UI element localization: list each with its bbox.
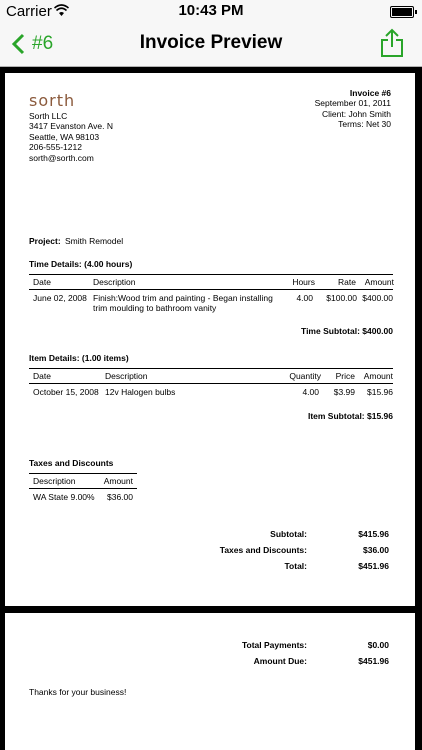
project-value: Smith Remodel [65,236,124,246]
invoice-page-1 [5,73,415,606]
total-payments-label: Total Payments: [241,640,307,650]
total-payments-value: $0.00 [367,640,389,650]
item-row-date: October 15, 2008 [33,387,99,397]
total-label: Total: [284,561,307,571]
page-title: Invoice Preview [139,32,283,53]
taxes-row-description: WA State 9.00% [33,492,95,502]
item-col-amount: Amount [363,371,393,381]
navigation-bar [0,22,422,67]
time-details-heading: Time Details: (4.00 hours) [29,259,133,269]
taxes-col-amount: Amount [103,476,133,486]
footer-note: Thanks for your business! [29,687,127,697]
company-address-line2: Seattle, WA 98103 [29,131,100,142]
time-row-description-line1: Finish:Wood trim and painting - Began installing [93,293,273,303]
status-time: 10:43 PM [178,2,244,19]
item-col-price: Price [335,371,355,381]
invoice-terms: Terms: Net 30 [338,119,391,130]
item-details-heading: Item Details: (1.00 items) [29,353,129,363]
invoice-meta [315,88,391,130]
time-header-rule-top [29,274,393,275]
item-col-description: Description [105,371,148,381]
status-bar [0,0,422,22]
taxes-header-rule-bottom [29,488,137,489]
time-col-amount: Amount [364,277,394,287]
taxes-heading: Taxes and Discounts [29,458,114,468]
taxes-col-description: Description [33,476,76,486]
time-col-date: Date [33,277,51,287]
invoice-page-2 [5,613,415,750]
item-col-quantity: Quantity [289,371,321,381]
time-col-hours: Hours [292,277,315,287]
item-row-quantity: 4.00 [302,387,319,397]
company-phone: 206-555-1212 [29,142,82,153]
company-email: sorth@sorth.com [29,152,94,163]
invoice-client: Client: John Smith [322,108,391,119]
item-subtotal: Item Subtotal: $15.96 [307,411,393,421]
time-col-description: Description [93,277,136,287]
taxes-header-rule-top [29,473,137,474]
company-logo: sorth [29,91,76,110]
time-row-hours: 4.00 [296,293,313,303]
item-header-rule-bottom [29,383,393,384]
time-row-date: June 02, 2008 [33,293,87,303]
amount-due-label: Amount Due: [253,656,307,666]
battery-icon [390,6,414,18]
item-header-rule-top [29,368,393,369]
time-col-rate: Rate [338,277,356,287]
time-row-rate: $100.00 [326,293,357,303]
share-icon[interactable] [380,28,404,58]
project-label: Project: [29,236,61,246]
item-row-description: 12v Halogen bulbs [105,387,176,397]
time-row-description-line2: trim moulding to bathroom vanity [93,303,217,313]
time-subtotal: Time Subtotal: $400.00 [301,326,393,336]
subtotal-value: $415.96 [358,529,389,539]
subtotal-label: Subtotal: [270,529,307,539]
company-info [29,111,113,163]
time-header-rule-bottom [29,289,393,290]
taxes-discounts-value: $36.00 [363,545,389,555]
total-value: $451.96 [358,561,389,571]
item-col-date: Date [33,371,51,381]
amount-due-value: $451.96 [358,656,389,666]
back-button-label: #6 [32,33,54,54]
carrier-label: Carrier [6,3,52,20]
company-address-line1: 3417 Evanston Ave. N [29,121,113,132]
company-name: Sorth LLC [29,111,68,121]
item-row-price: $3.99 [333,387,355,397]
taxes-discounts-label: Taxes and Discounts: [219,545,307,555]
time-row-amount: $400.00 [362,293,393,303]
invoice-date: September 01, 2011 [314,98,391,109]
taxes-row-amount: $36.00 [107,492,133,502]
invoice-number: Invoice #6 [349,88,391,98]
item-row-amount: $15.96 [367,387,393,397]
